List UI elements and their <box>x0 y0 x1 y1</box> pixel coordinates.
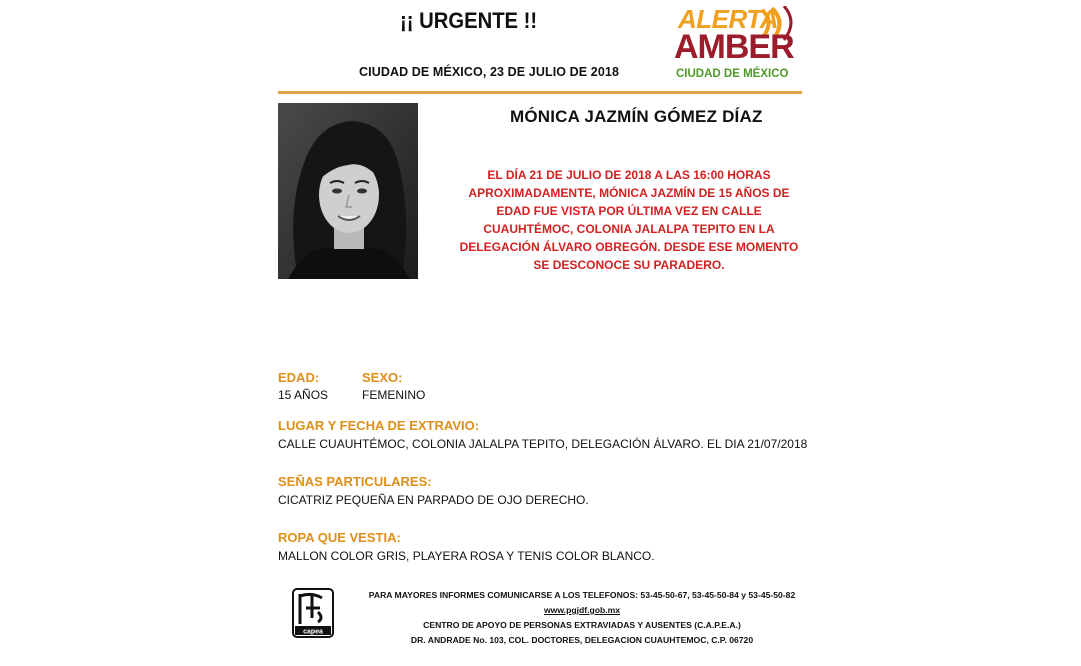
distinguishing-marks-label: SEÑAS PARTICULARES: <box>278 474 432 489</box>
footer-contact-block <box>362 588 802 648</box>
capea-logo <box>292 588 334 638</box>
person-name: MÓNICA JAZMÍN GÓMEZ DÍAZ <box>510 107 763 126</box>
footer-address: DR. ANDRADE No. 103, COL. DOCTORES, DELEGACION CUAUHTEMOC, C.P. 06720 <box>410 635 754 645</box>
alerta-amber-logo <box>672 4 802 86</box>
capea-label: capea <box>303 628 323 636</box>
sex-value: FEMENINO <box>362 388 426 402</box>
missing-person-photo <box>278 103 418 279</box>
logo-alerta-text: ALERTA <box>678 4 779 34</box>
age-label: EDAD: <box>278 370 320 385</box>
footer-phones: PARA MAYORES INFORMES COMUNICARSE A LOS TELEFONOS: 53-45-50-67, 53-45-50-84 y 53-45-50-82 <box>368 590 796 600</box>
footer-center-name: CENTRO DE APOYO DE PERSONAS EXTRAVIADAS Y AUSENTES (C.A.P.E.A.) <box>423 620 741 630</box>
logo-ciudad-text: CIUDAD DE MÉXICO <box>676 68 789 80</box>
age-value: 15 AÑOS <box>278 388 329 402</box>
clothing-value: MALLON COLOR GRIS, PLAYERA ROSA Y TENIS COLOR BLANCO. <box>278 549 655 563</box>
clothing-label: ROPA QUE VESTIA: <box>278 530 401 545</box>
urgent-title: ¡¡ URGENTE !! <box>400 8 538 33</box>
footer-website-link[interactable]: www.pgjdf.gob.mx <box>543 605 621 615</box>
place-date-value: CALLE CUAUHTÉMOC, COLONIA JALALPA TEPITO, DELEGACIÓN ÁLVARO. EL DIA 21/07/2018 <box>278 437 808 451</box>
header-divider <box>278 91 802 94</box>
distinguishing-marks-value: CICATRIZ PEQUEÑA EN PARPADO DE OJO DERECHO. <box>278 493 589 507</box>
city-date: CIUDAD DE MÉXICO, 23 DE JULIO DE 2018 <box>359 65 620 79</box>
sex-label: SEXO: <box>362 370 403 385</box>
place-date-label: LUGAR Y FECHA DE EXTRAVIO: <box>278 418 480 433</box>
disappearance-description: EL DÍA 21 DE JULIO DE 2018 A LAS 16:00 HORAS APROXIMADAMENTE, MÓNICA JAZMÍN DE 15 AÑOS DE EDAD FUE VISTA POR ÚLTIMA VEZ EN CALLE CUAUHTÉMOC, COLONIA JALALPA TEPITO EN LA DELEGACIÓN ÁLVARO OBREGÓN. DESDE ESE MOMENTO SE DESCONOCE SU PARADERO. <box>459 168 799 272</box>
logo-amber-text: AMBER <box>674 28 794 66</box>
